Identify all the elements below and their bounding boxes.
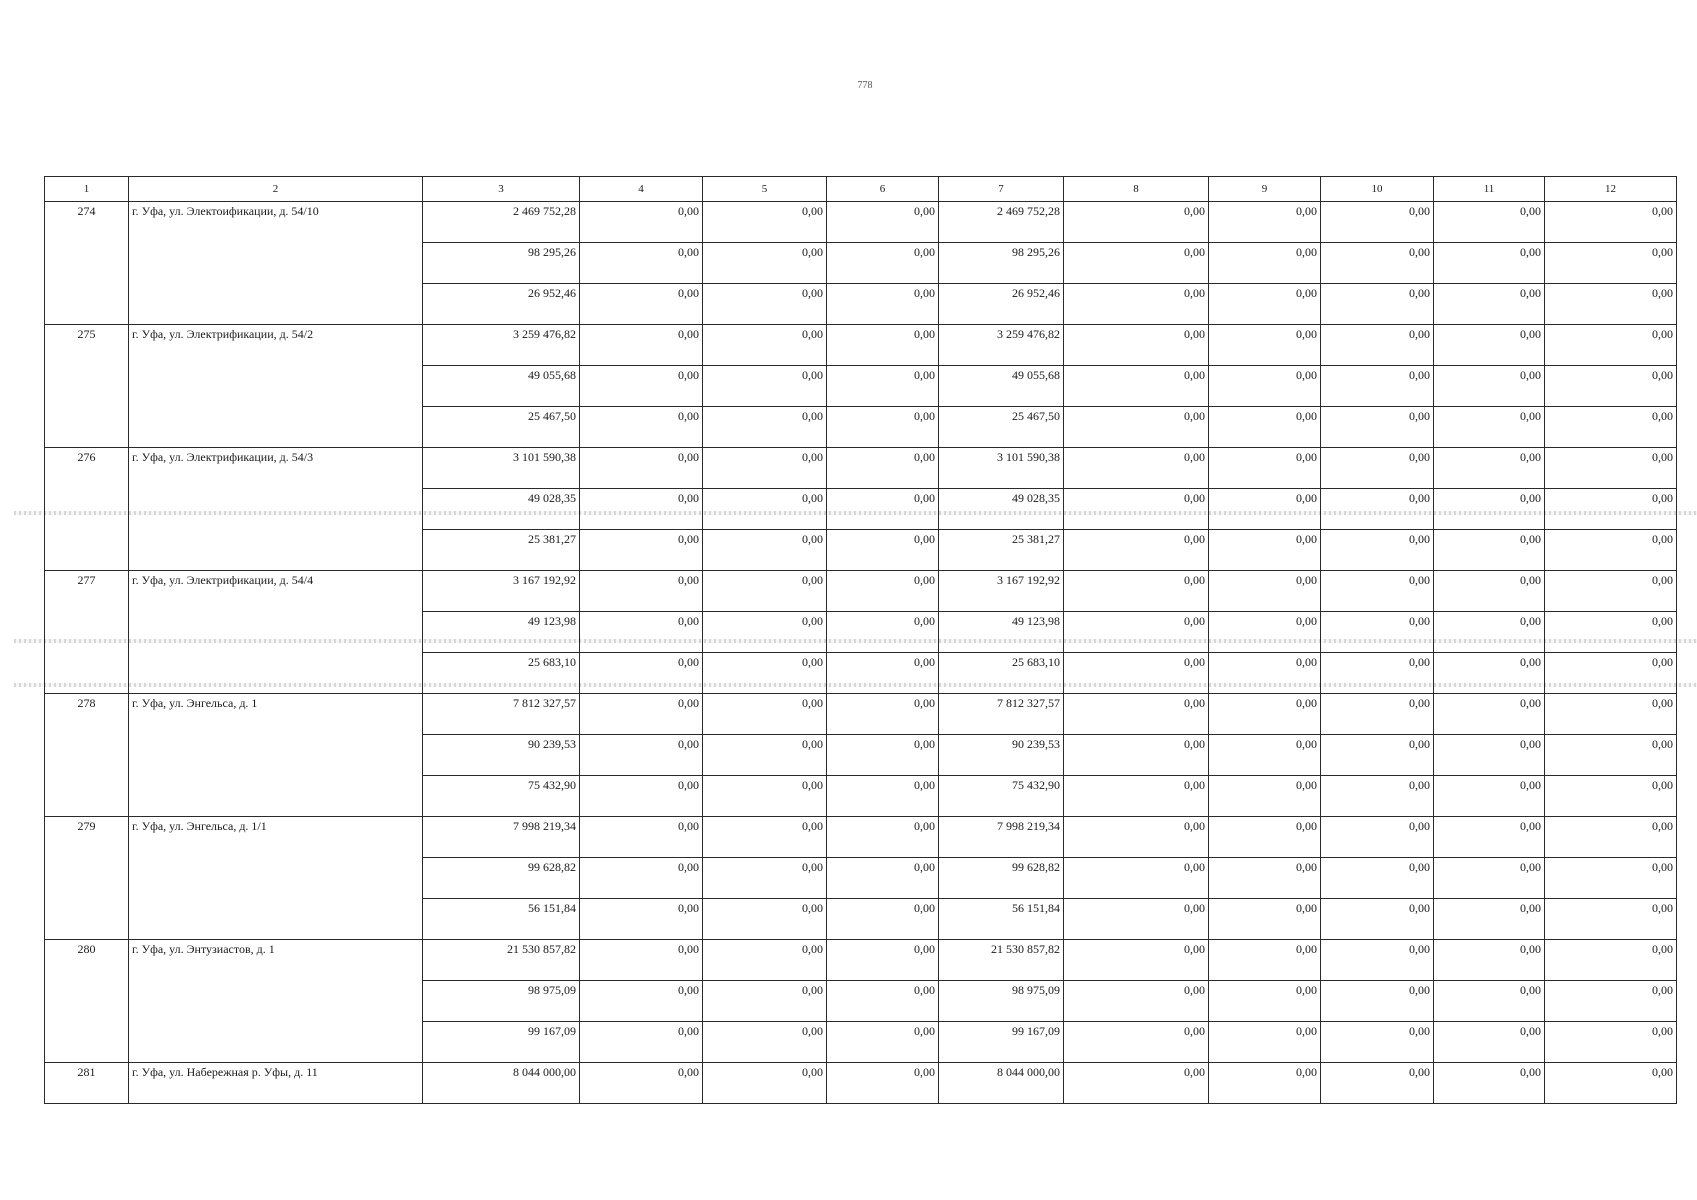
value-cell: 0,00 <box>580 981 703 1022</box>
value-cell: 0,00 <box>703 735 827 776</box>
value-cell: 0,00 <box>1209 489 1321 530</box>
value-cell: 0,00 <box>1209 694 1321 735</box>
value-cell: 0,00 <box>827 981 939 1022</box>
value-cell: 0,00 <box>1064 1063 1209 1104</box>
value-cell: 0,00 <box>703 899 827 940</box>
row-number-cell: 274 <box>45 202 129 325</box>
row-number-cell: 278 <box>45 694 129 817</box>
value-cell: 75 432,90 <box>939 776 1064 817</box>
value-cell: 0,00 <box>1321 981 1434 1022</box>
value-cell: 0,00 <box>580 612 703 653</box>
value-cell: 0,00 <box>703 571 827 612</box>
value-cell: 56 151,84 <box>423 899 580 940</box>
value-cell: 0,00 <box>1321 858 1434 899</box>
value-cell: 0,00 <box>827 448 939 489</box>
value-cell: 0,00 <box>1064 981 1209 1022</box>
value-cell: 0,00 <box>1545 530 1677 571</box>
value-cell: 56 151,84 <box>939 899 1064 940</box>
value-cell: 0,00 <box>1321 694 1434 735</box>
value-cell: 0,00 <box>1209 1063 1321 1104</box>
value-cell: 49 055,68 <box>939 366 1064 407</box>
table-body <box>45 202 1677 1104</box>
value-cell: 0,00 <box>703 284 827 325</box>
table-row <box>45 325 1677 366</box>
value-cell: 0,00 <box>1545 899 1677 940</box>
value-cell: 0,00 <box>1064 858 1209 899</box>
value-cell: 0,00 <box>1545 817 1677 858</box>
column-header: 1 <box>45 177 129 202</box>
value-cell: 0,00 <box>703 489 827 530</box>
value-cell: 0,00 <box>580 694 703 735</box>
value-cell: 0,00 <box>1434 735 1545 776</box>
value-cell: 0,00 <box>827 489 939 530</box>
value-cell: 8 044 000,00 <box>423 1063 580 1104</box>
value-cell: 0,00 <box>1434 284 1545 325</box>
value-cell: 0,00 <box>1545 1063 1677 1104</box>
value-cell: 0,00 <box>827 653 939 694</box>
value-cell: 0,00 <box>580 530 703 571</box>
value-cell: 0,00 <box>1064 1022 1209 1063</box>
value-cell: 0,00 <box>1209 571 1321 612</box>
value-cell: 0,00 <box>1321 940 1434 981</box>
value-cell: 0,00 <box>827 940 939 981</box>
table-row <box>45 1063 1677 1104</box>
value-cell: 0,00 <box>1209 612 1321 653</box>
value-cell: 49 123,98 <box>939 612 1064 653</box>
value-cell: 0,00 <box>1434 407 1545 448</box>
value-cell: 0,00 <box>703 202 827 243</box>
value-cell: 0,00 <box>1434 776 1545 817</box>
value-cell: 0,00 <box>1064 448 1209 489</box>
value-cell: 0,00 <box>703 1022 827 1063</box>
value-cell: 0,00 <box>580 243 703 284</box>
value-cell: 0,00 <box>703 407 827 448</box>
value-cell: 75 432,90 <box>423 776 580 817</box>
value-cell: 0,00 <box>1545 1022 1677 1063</box>
header-row <box>45 177 1677 202</box>
column-header: 4 <box>580 177 703 202</box>
table-row <box>45 202 1677 243</box>
value-cell: 0,00 <box>1064 530 1209 571</box>
value-cell: 0,00 <box>1064 653 1209 694</box>
value-cell: 0,00 <box>580 571 703 612</box>
value-cell: 0,00 <box>1434 243 1545 284</box>
value-cell: 0,00 <box>827 694 939 735</box>
value-cell: 0,00 <box>703 858 827 899</box>
value-cell: 0,00 <box>1434 940 1545 981</box>
value-cell: 0,00 <box>580 448 703 489</box>
value-cell: 0,00 <box>1434 612 1545 653</box>
value-cell: 8 044 000,00 <box>939 1063 1064 1104</box>
value-cell: 0,00 <box>1434 571 1545 612</box>
value-cell: 0,00 <box>1434 366 1545 407</box>
value-cell: 0,00 <box>827 817 939 858</box>
value-cell: 0,00 <box>1209 448 1321 489</box>
value-cell: 0,00 <box>580 776 703 817</box>
value-cell: 21 530 857,82 <box>939 940 1064 981</box>
value-cell: 0,00 <box>1545 612 1677 653</box>
value-cell: 0,00 <box>1064 202 1209 243</box>
row-number-cell: 280 <box>45 940 129 1063</box>
value-cell: 49 028,35 <box>939 489 1064 530</box>
value-cell: 0,00 <box>827 530 939 571</box>
value-cell: 0,00 <box>1321 612 1434 653</box>
value-cell: 0,00 <box>1209 1022 1321 1063</box>
value-cell: 0,00 <box>1321 284 1434 325</box>
value-cell: 0,00 <box>1545 448 1677 489</box>
value-cell: 0,00 <box>1321 735 1434 776</box>
value-cell: 0,00 <box>1209 981 1321 1022</box>
value-cell: 0,00 <box>703 776 827 817</box>
value-cell: 98 975,09 <box>939 981 1064 1022</box>
value-cell: 0,00 <box>1209 202 1321 243</box>
value-cell: 0,00 <box>1321 243 1434 284</box>
address-cell: г. Уфа, ул. Энгельса, д. 1/1 <box>129 817 423 940</box>
value-cell: 26 952,46 <box>423 284 580 325</box>
value-cell: 0,00 <box>703 940 827 981</box>
value-cell: 25 683,10 <box>423 653 580 694</box>
value-cell: 0,00 <box>1321 817 1434 858</box>
value-cell: 0,00 <box>1321 448 1434 489</box>
value-cell: 0,00 <box>827 1022 939 1063</box>
value-cell: 0,00 <box>827 858 939 899</box>
value-cell: 0,00 <box>580 1063 703 1104</box>
column-header: 11 <box>1434 177 1545 202</box>
value-cell: 0,00 <box>1321 899 1434 940</box>
value-cell: 0,00 <box>1545 284 1677 325</box>
value-cell: 0,00 <box>1064 407 1209 448</box>
value-cell: 0,00 <box>1064 284 1209 325</box>
value-cell: 0,00 <box>580 407 703 448</box>
value-cell: 0,00 <box>580 858 703 899</box>
value-cell: 25 467,50 <box>423 407 580 448</box>
value-cell: 0,00 <box>703 694 827 735</box>
row-number-cell: 275 <box>45 325 129 448</box>
value-cell: 0,00 <box>1545 940 1677 981</box>
value-cell: 0,00 <box>1209 858 1321 899</box>
value-cell: 0,00 <box>1434 653 1545 694</box>
value-cell: 0,00 <box>1545 243 1677 284</box>
value-cell: 0,00 <box>1434 325 1545 366</box>
value-cell: 2 469 752,28 <box>939 202 1064 243</box>
value-cell: 0,00 <box>1209 735 1321 776</box>
value-cell: 0,00 <box>1545 776 1677 817</box>
value-cell: 0,00 <box>1545 489 1677 530</box>
value-cell: 99 167,09 <box>423 1022 580 1063</box>
value-cell: 0,00 <box>1064 243 1209 284</box>
value-cell: 0,00 <box>1545 202 1677 243</box>
value-cell: 0,00 <box>1321 1063 1434 1104</box>
value-cell: 3 101 590,38 <box>939 448 1064 489</box>
row-number-cell: 281 <box>45 1063 129 1104</box>
value-cell: 0,00 <box>1434 899 1545 940</box>
value-cell: 98 295,26 <box>939 243 1064 284</box>
address-cell: г. Уфа, ул. Набережная р. Уфы, д. 11 <box>129 1063 423 1104</box>
value-cell: 0,00 <box>827 899 939 940</box>
value-cell: 3 259 476,82 <box>939 325 1064 366</box>
value-cell: 25 683,10 <box>939 653 1064 694</box>
value-cell: 0,00 <box>1209 940 1321 981</box>
value-cell: 0,00 <box>1209 776 1321 817</box>
value-cell: 0,00 <box>1434 858 1545 899</box>
value-cell: 0,00 <box>1434 981 1545 1022</box>
value-cell: 0,00 <box>703 448 827 489</box>
value-cell: 26 952,46 <box>939 284 1064 325</box>
value-cell: 3 167 192,92 <box>939 571 1064 612</box>
value-cell: 0,00 <box>1209 243 1321 284</box>
value-cell: 0,00 <box>703 981 827 1022</box>
value-cell: 0,00 <box>1064 776 1209 817</box>
value-cell: 0,00 <box>703 243 827 284</box>
value-cell: 0,00 <box>580 284 703 325</box>
address-cell: г. Уфа, ул. Электоификации, д. 54/10 <box>129 202 423 325</box>
value-cell: 0,00 <box>827 202 939 243</box>
value-cell: 0,00 <box>1209 899 1321 940</box>
value-cell: 2 469 752,28 <box>423 202 580 243</box>
value-cell: 0,00 <box>1321 653 1434 694</box>
value-cell: 0,00 <box>1434 1063 1545 1104</box>
value-cell: 0,00 <box>1064 612 1209 653</box>
value-cell: 0,00 <box>1209 530 1321 571</box>
value-cell: 0,00 <box>580 899 703 940</box>
value-cell: 0,00 <box>1064 940 1209 981</box>
value-cell: 0,00 <box>827 1063 939 1104</box>
value-cell: 0,00 <box>580 489 703 530</box>
table-row <box>45 694 1677 735</box>
value-cell: 0,00 <box>703 612 827 653</box>
value-cell: 90 239,53 <box>939 735 1064 776</box>
value-cell: 0,00 <box>827 776 939 817</box>
column-header: 3 <box>423 177 580 202</box>
value-cell: 99 628,82 <box>423 858 580 899</box>
table-row <box>45 817 1677 858</box>
value-cell: 3 259 476,82 <box>423 325 580 366</box>
column-header: 12 <box>1545 177 1677 202</box>
value-cell: 99 167,09 <box>939 1022 1064 1063</box>
value-cell: 0,00 <box>1545 653 1677 694</box>
value-cell: 0,00 <box>1064 694 1209 735</box>
value-cell: 0,00 <box>1545 571 1677 612</box>
value-cell: 0,00 <box>1321 530 1434 571</box>
row-number-cell: 277 <box>45 571 129 694</box>
value-cell: 7 812 327,57 <box>423 694 580 735</box>
value-cell: 0,00 <box>1321 202 1434 243</box>
value-cell: 0,00 <box>1209 284 1321 325</box>
table-row <box>45 940 1677 981</box>
value-cell: 0,00 <box>1434 489 1545 530</box>
value-cell: 0,00 <box>1209 817 1321 858</box>
value-cell: 0,00 <box>827 735 939 776</box>
value-cell: 0,00 <box>703 817 827 858</box>
value-cell: 0,00 <box>1064 325 1209 366</box>
value-cell: 98 295,26 <box>423 243 580 284</box>
value-cell: 0,00 <box>827 612 939 653</box>
value-cell: 0,00 <box>827 325 939 366</box>
value-cell: 0,00 <box>1434 817 1545 858</box>
value-cell: 0,00 <box>1064 735 1209 776</box>
value-cell: 49 028,35 <box>423 489 580 530</box>
column-header: 10 <box>1321 177 1434 202</box>
value-cell: 0,00 <box>827 243 939 284</box>
value-cell: 0,00 <box>1545 325 1677 366</box>
column-header: 5 <box>703 177 827 202</box>
value-cell: 0,00 <box>1434 530 1545 571</box>
value-cell: 0,00 <box>1321 366 1434 407</box>
value-cell: 0,00 <box>580 202 703 243</box>
value-cell: 0,00 <box>703 653 827 694</box>
value-cell: 0,00 <box>1064 817 1209 858</box>
value-cell: 0,00 <box>580 817 703 858</box>
value-cell: 0,00 <box>1545 694 1677 735</box>
value-cell: 0,00 <box>1434 694 1545 735</box>
value-cell: 0,00 <box>1209 407 1321 448</box>
value-cell: 0,00 <box>1545 407 1677 448</box>
value-cell: 99 628,82 <box>939 858 1064 899</box>
value-cell: 0,00 <box>580 735 703 776</box>
column-header: 8 <box>1064 177 1209 202</box>
value-cell: 0,00 <box>1321 489 1434 530</box>
value-cell: 0,00 <box>1321 1022 1434 1063</box>
value-cell: 0,00 <box>703 325 827 366</box>
value-cell: 90 239,53 <box>423 735 580 776</box>
value-cell: 0,00 <box>1545 981 1677 1022</box>
column-header: 2 <box>129 177 423 202</box>
column-header: 7 <box>939 177 1064 202</box>
value-cell: 25 467,50 <box>939 407 1064 448</box>
value-cell: 0,00 <box>1434 202 1545 243</box>
value-cell: 0,00 <box>703 530 827 571</box>
address-cell: г. Уфа, ул. Электрификации, д. 54/3 <box>129 448 423 571</box>
value-cell: 0,00 <box>827 571 939 612</box>
value-cell: 25 381,27 <box>939 530 1064 571</box>
value-cell: 0,00 <box>1209 325 1321 366</box>
value-cell: 0,00 <box>703 1063 827 1104</box>
value-cell: 7 812 327,57 <box>939 694 1064 735</box>
value-cell: 7 998 219,34 <box>423 817 580 858</box>
value-cell: 98 975,09 <box>423 981 580 1022</box>
address-cell: г. Уфа, ул. Электрификации, д. 54/4 <box>129 571 423 694</box>
column-header: 9 <box>1209 177 1321 202</box>
value-cell: 0,00 <box>1064 899 1209 940</box>
page-number: 778 <box>857 80 873 91</box>
value-cell: 0,00 <box>1545 735 1677 776</box>
data-table <box>44 176 1677 1104</box>
column-header: 6 <box>827 177 939 202</box>
value-cell: 3 101 590,38 <box>423 448 580 489</box>
value-cell: 0,00 <box>827 284 939 325</box>
row-number-cell: 279 <box>45 817 129 940</box>
address-cell: г. Уфа, ул. Энгельса, д. 1 <box>129 694 423 817</box>
row-number-cell: 276 <box>45 448 129 571</box>
value-cell: 49 123,98 <box>423 612 580 653</box>
value-cell: 0,00 <box>703 366 827 407</box>
value-cell: 0,00 <box>827 366 939 407</box>
address-cell: г. Уфа, ул. Электрификации, д. 54/2 <box>129 325 423 448</box>
value-cell: 21 530 857,82 <box>423 940 580 981</box>
value-cell: 0,00 <box>1321 571 1434 612</box>
value-cell: 0,00 <box>1545 366 1677 407</box>
value-cell: 0,00 <box>1545 858 1677 899</box>
value-cell: 0,00 <box>827 407 939 448</box>
value-cell: 0,00 <box>580 940 703 981</box>
address-cell: г. Уфа, ул. Энтузиастов, д. 1 <box>129 940 423 1063</box>
table-row <box>45 571 1677 612</box>
value-cell: 0,00 <box>1209 366 1321 407</box>
value-cell: 0,00 <box>1321 776 1434 817</box>
value-cell: 0,00 <box>1321 407 1434 448</box>
table-row <box>45 448 1677 489</box>
value-cell: 0,00 <box>1321 325 1434 366</box>
value-cell: 0,00 <box>1064 366 1209 407</box>
value-cell: 0,00 <box>1209 653 1321 694</box>
value-cell: 3 167 192,92 <box>423 571 580 612</box>
value-cell: 0,00 <box>1064 489 1209 530</box>
value-cell: 7 998 219,34 <box>939 817 1064 858</box>
value-cell: 49 055,68 <box>423 366 580 407</box>
value-cell: 0,00 <box>1064 571 1209 612</box>
value-cell: 0,00 <box>580 366 703 407</box>
value-cell: 0,00 <box>580 653 703 694</box>
value-cell: 25 381,27 <box>423 530 580 571</box>
value-cell: 0,00 <box>580 1022 703 1063</box>
value-cell: 0,00 <box>1434 1022 1545 1063</box>
value-cell: 0,00 <box>1434 448 1545 489</box>
value-cell: 0,00 <box>580 325 703 366</box>
